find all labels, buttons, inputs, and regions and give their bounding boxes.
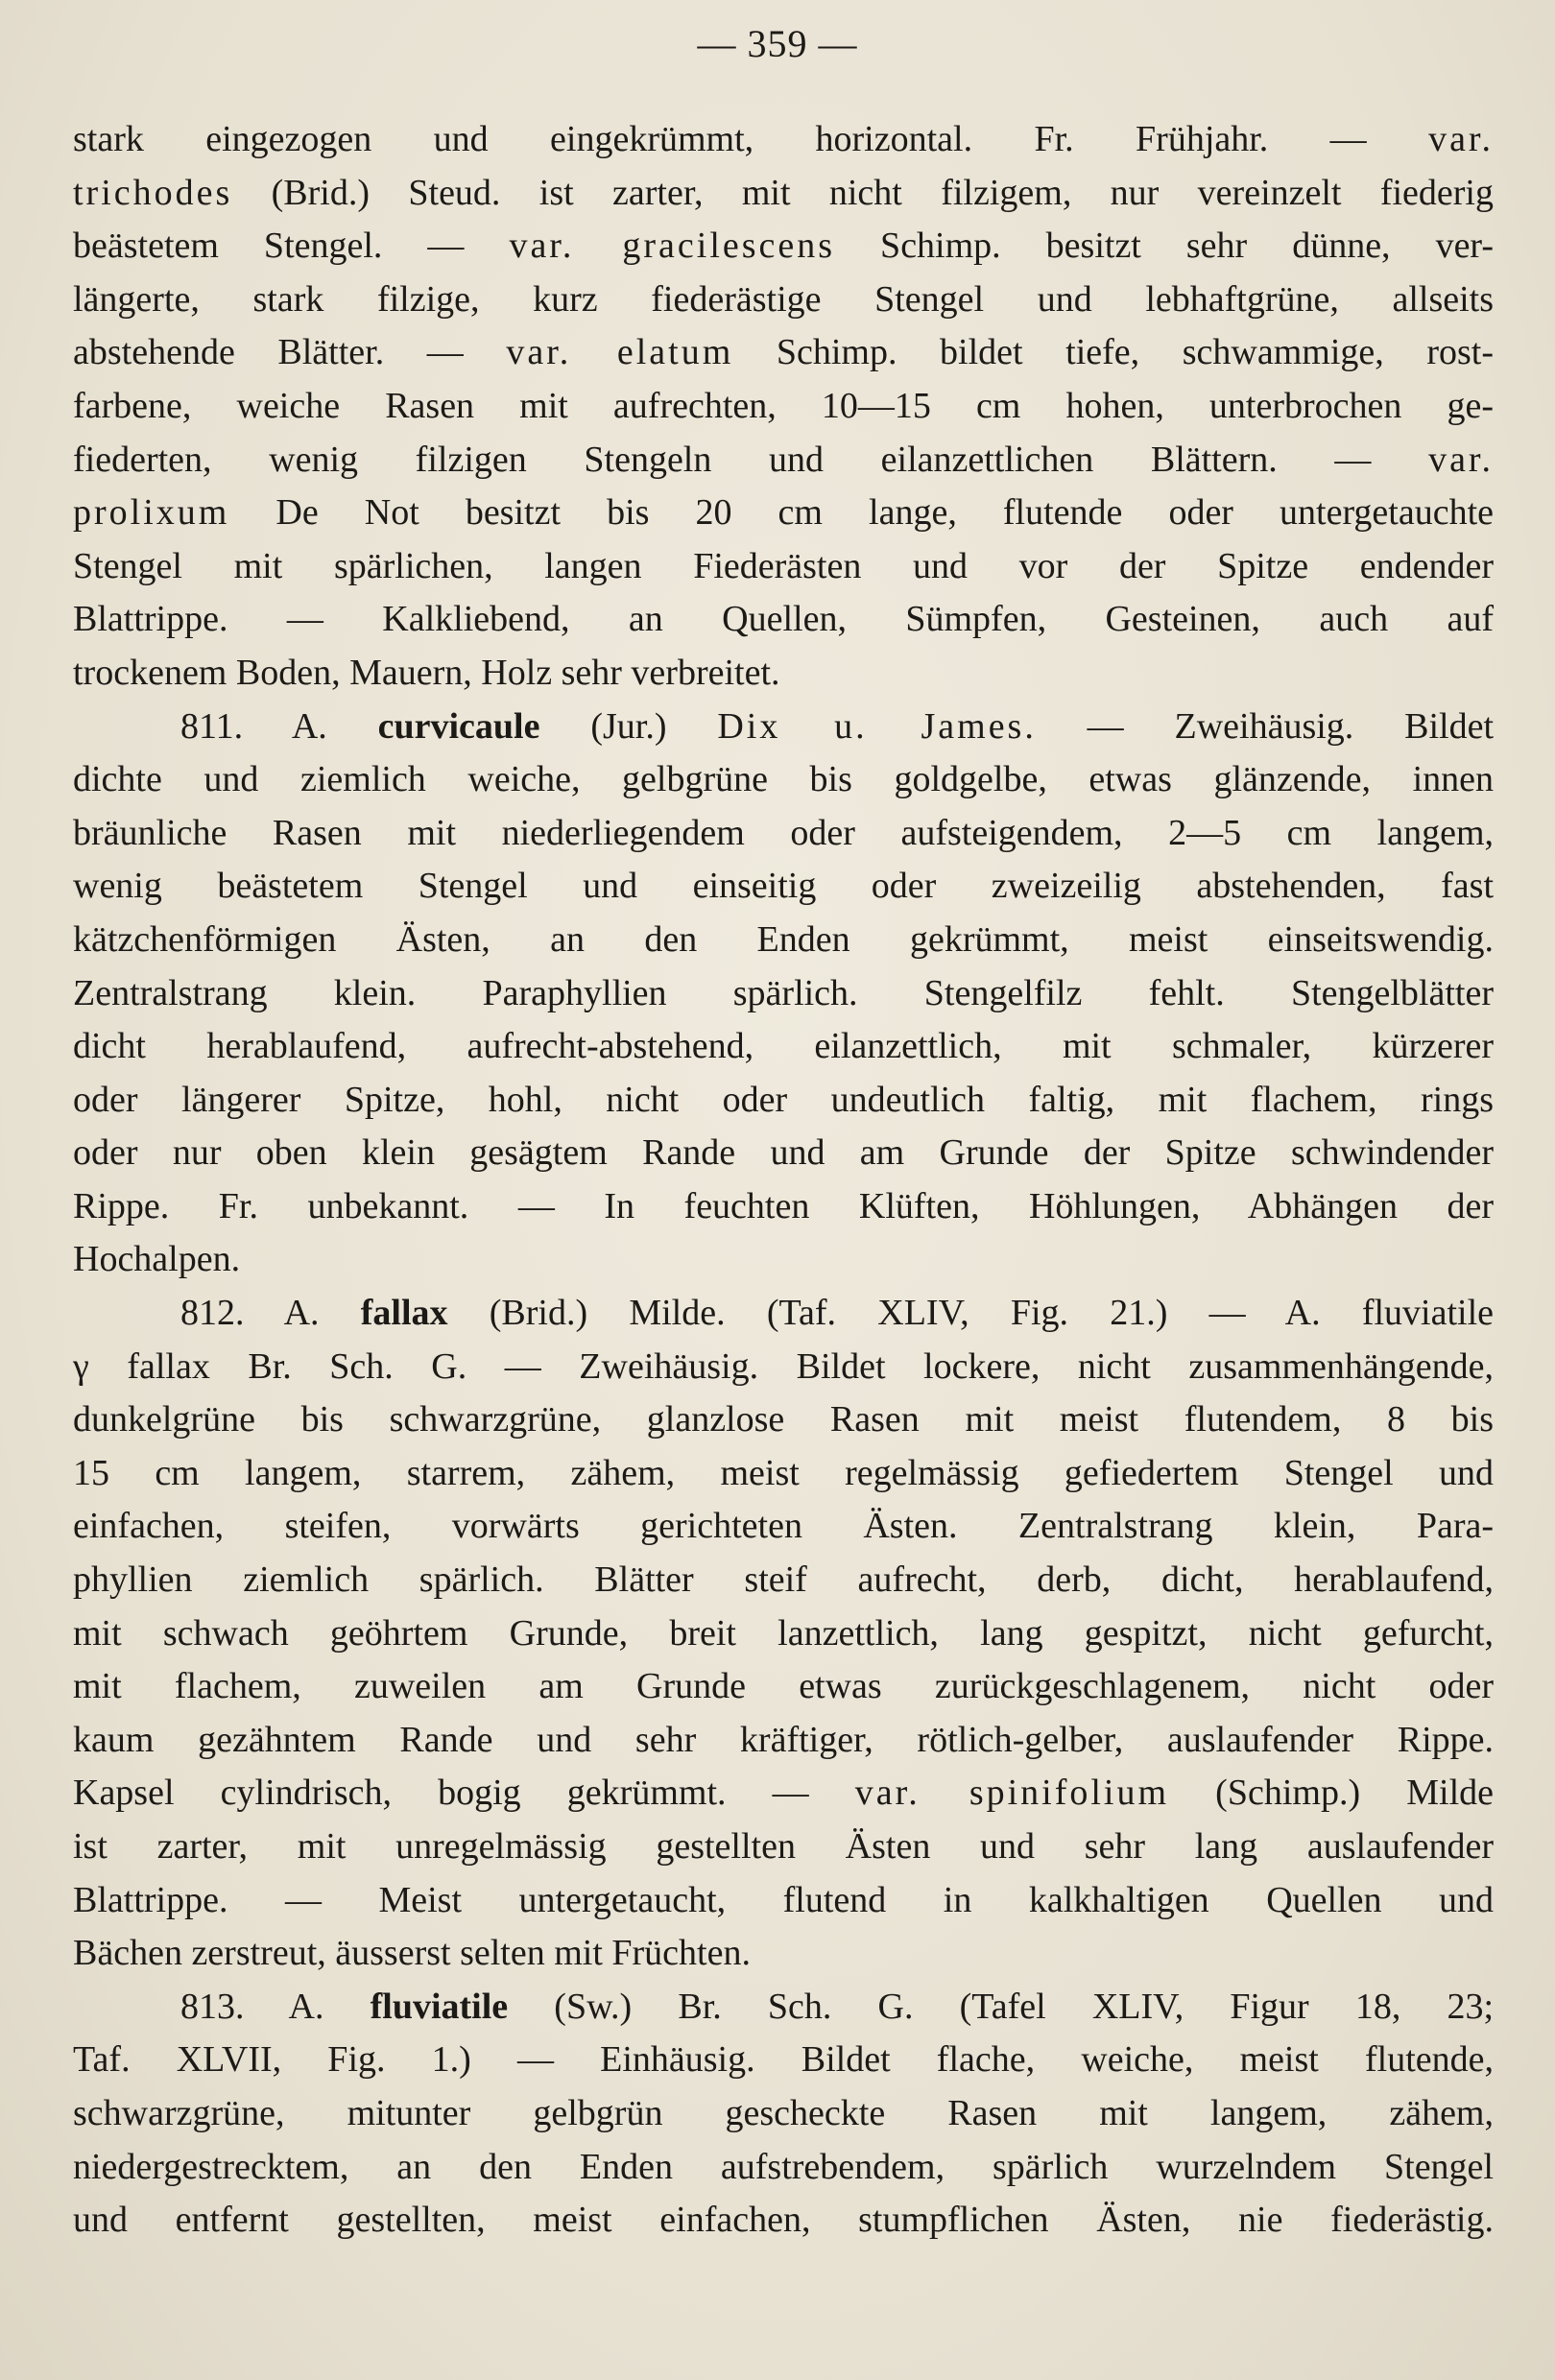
text-run: γ fallax Br. Sch. G. — Zweihäusig. Bildet lockere, nicht zusammenhängende,: [73, 1345, 1494, 1387]
text-line: [73, 914, 1494, 967]
text-run: farbene, weiche Rasen mit aufrechten, 10—15 cm hohen, unterbrochen ge-: [73, 385, 1494, 426]
text-run: De Not besitzt bis 20 cm lange, flutende oder untergetauchte: [229, 492, 1494, 534]
text-line: [73, 1607, 1494, 1661]
text-line: [73, 434, 1494, 488]
text-run: fiederten, wenig filzigen Stengeln und eilanzettlichen Blättern. —: [73, 439, 1429, 480]
text-run: schwarzgrüne, mitunter gelbgrün gescheckte Rasen mit langem, zähem,: [73, 2092, 1494, 2133]
text-run: niedergestrecktem, an den Enden aufstrebendem, spärlich wurzelndem Stengel: [73, 2146, 1494, 2187]
text-line: [73, 2141, 1494, 2195]
spaced-term: var.: [1428, 439, 1494, 480]
text-line: [73, 487, 1494, 540]
text-run: und entfernt gestellten, meist einfachen, stumpflichen Ästen, nie fiederästig.: [73, 2200, 1494, 2241]
text-line: [73, 807, 1494, 861]
text-line: [73, 1447, 1494, 1501]
text-run: Zentralstrang klein. Paraphyllien spärlich. Stengelfilz fehlt. Stengelblätter: [73, 972, 1494, 1013]
text-run: oder längerer Spitze, hohl, nicht oder undeutlich faltig, mit flachem, rings: [73, 1079, 1494, 1120]
text-line: [73, 1821, 1494, 1874]
text-run: 812. A.: [180, 1293, 320, 1334]
text-run: 813. A.: [180, 1986, 324, 2027]
text-run: oder nur oben klein gesägtem Rande und am Grunde der Spitze schwindender: [73, 1132, 1494, 1174]
text-run: Kapsel cylindrisch, bogig gekrümmt. —: [73, 1773, 855, 1814]
text-line: [73, 1393, 1494, 1447]
text-run: mit flachem, zuweilen am Grunde etwas zurückgeschlagenem, nicht oder: [73, 1666, 1494, 1707]
text-run: 811. A.: [180, 705, 327, 747]
text-line: [73, 1874, 1494, 1928]
text-line: [73, 1500, 1494, 1554]
text-run: trockenem Boden, Mauern, Holz sehr verbreitet.: [73, 652, 780, 693]
text-line: [73, 753, 1494, 807]
text-run: kätzchenförmigen Ästen, an den Enden gekrümmt, meist einseitswendig.: [73, 918, 1494, 960]
spaced-term: var. spinifolium: [854, 1773, 1170, 1814]
text-line: [73, 113, 1494, 167]
body-text: [73, 113, 1494, 2248]
text-line: [73, 1767, 1494, 1821]
text-line: [73, 967, 1494, 1021]
text-line: [73, 647, 1494, 701]
text-run: (Schimp.) Milde: [1169, 1773, 1494, 1814]
text-run: 15 cm langem, starrem, zähem, meist regelmässig gefiedertem Stengel und: [73, 1452, 1494, 1493]
text-run: Stengel mit spärlichen, langen Fiederästen und vor der Spitze endender: [73, 545, 1494, 586]
text-line: [73, 1714, 1494, 1768]
spaced-term: trichodes: [73, 172, 233, 213]
text-run: phyllien ziemlich spärlich. Blätter steif aufrecht, derb, dicht, herablaufend,: [73, 1559, 1494, 1601]
text-run: dunkelgrüne bis schwarzgrüne, glanzlose Rasen mit meist flutendem, 8 bis: [73, 1399, 1494, 1440]
text-run: dicht herablaufend, aufrecht-abstehend, eilanzettlich, mit schmaler, kürzerer: [73, 1026, 1494, 1067]
text-run: kaum gezähntem Rande und sehr kräftiger, rötlich-gelber, auslaufender Rippe.: [73, 1719, 1494, 1760]
text-run: wenig beästetem Stengel und einseitig oder zweizeilig abstehenden, fast: [73, 866, 1494, 907]
text-line: [73, 1981, 1494, 2035]
text-line: [73, 860, 1494, 914]
text-run: (Sw.) Br. Sch. G. (Tafel XLIV, Figur 18, 23;: [508, 1986, 1494, 2027]
species-name: fallax: [360, 1293, 448, 1334]
text-run: Rippe. Fr. unbekannt. — In feuchten Klüften, Höhlungen, Abhängen der: [73, 1185, 1494, 1226]
text-run: Bächen zerstreut, äusserst selten mit Früchten.: [73, 1933, 751, 1974]
text-run: (Brid.) Milde. (Taf. XLIV, Fig. 21.) — A. fluviatile: [447, 1293, 1495, 1334]
text-line: [73, 1287, 1494, 1341]
spaced-term: var. elatum: [506, 332, 734, 373]
text-run: (Brid.) Steud. ist zarter, mit nicht filzigem, nur vereinzelt fiederig: [232, 172, 1494, 213]
text-run: abstehende Blätter. —: [73, 332, 507, 373]
text-run: beästetem Stengel. —: [73, 226, 510, 267]
text-line: [73, 1074, 1494, 1128]
text-line: [73, 326, 1494, 380]
text-run: Taf. XLVII, Fig. 1.) — Einhäusig. Bildet flache, weiche, meist flutende,: [73, 2039, 1494, 2081]
species-name: fluviatile: [370, 1986, 509, 2027]
text-run: Schimp. besitzt sehr dünne, ver-: [835, 226, 1494, 267]
text-run: — Zweihäusig. Bildet: [1036, 705, 1495, 747]
text-line: [73, 2034, 1494, 2087]
text-run: stark eingezogen und eingekrümmt, horizontal. Fr. Frühjahr. —: [73, 119, 1429, 159]
text-run: längerte, stark filzige, kurz fiederästige Stengel und lebhaftgrüne, allseits: [73, 278, 1494, 320]
text-run: einfachen, steifen, vorwärts gerichteten Ästen. Zentralstrang klein, Para-: [73, 1506, 1494, 1547]
species-name: curvicaule: [377, 705, 540, 747]
text-line: [73, 540, 1494, 594]
text-run: bräunliche Rasen mit niederliegendem oder aufsteigendem, 2—5 cm langem,: [73, 812, 1494, 853]
text-run: dichte und ziemlich weiche, gelbgrüne bis goldgelbe, etwas glänzende, innen: [73, 759, 1494, 800]
text-line: [73, 1233, 1494, 1287]
text-line: [73, 1341, 1494, 1394]
text-run: Blattrippe. — Meist untergetaucht, flutend in kalkhaltigen Quellen und: [73, 1879, 1494, 1920]
text-line: [73, 1554, 1494, 1607]
text-line: [73, 1660, 1494, 1714]
text-line: [73, 701, 1494, 754]
text-run: ist zarter, mit unregelmässig gestellten Ästen und sehr lang auslaufender: [73, 1826, 1494, 1867]
text-line: [73, 1927, 1494, 1981]
text-run: Hochalpen.: [73, 1239, 241, 1280]
text-line: [73, 380, 1494, 434]
text-run: Schimp. bildet tiefe, schwammige, rost-: [733, 332, 1494, 373]
page-number: — 359 —: [697, 22, 858, 65]
text-run: (Jur.): [539, 705, 718, 747]
text-run: mit schwach geöhrtem Grunde, breit lanzettlich, lang gespitzt, nicht gefurcht,: [73, 1612, 1494, 1654]
spaced-term: var. gracilescens: [509, 226, 836, 267]
spaced-term: prolixum: [73, 492, 230, 534]
text-line: [73, 593, 1494, 647]
spaced-term: var.: [1428, 119, 1494, 159]
text-line: [73, 220, 1494, 274]
text-line: [73, 1180, 1494, 1234]
text-line: [73, 274, 1494, 327]
text-line: [73, 167, 1494, 221]
text-run: Blattrippe. — Kalkliebend, an Quellen, Sümpfen, Gesteinen, auch auf: [73, 599, 1494, 640]
text-line: [73, 2194, 1494, 2248]
text-line: [73, 1127, 1494, 1180]
text-line: [73, 1020, 1494, 1074]
text-line: [73, 2087, 1494, 2141]
spaced-term: Dix u. James.: [717, 705, 1037, 747]
